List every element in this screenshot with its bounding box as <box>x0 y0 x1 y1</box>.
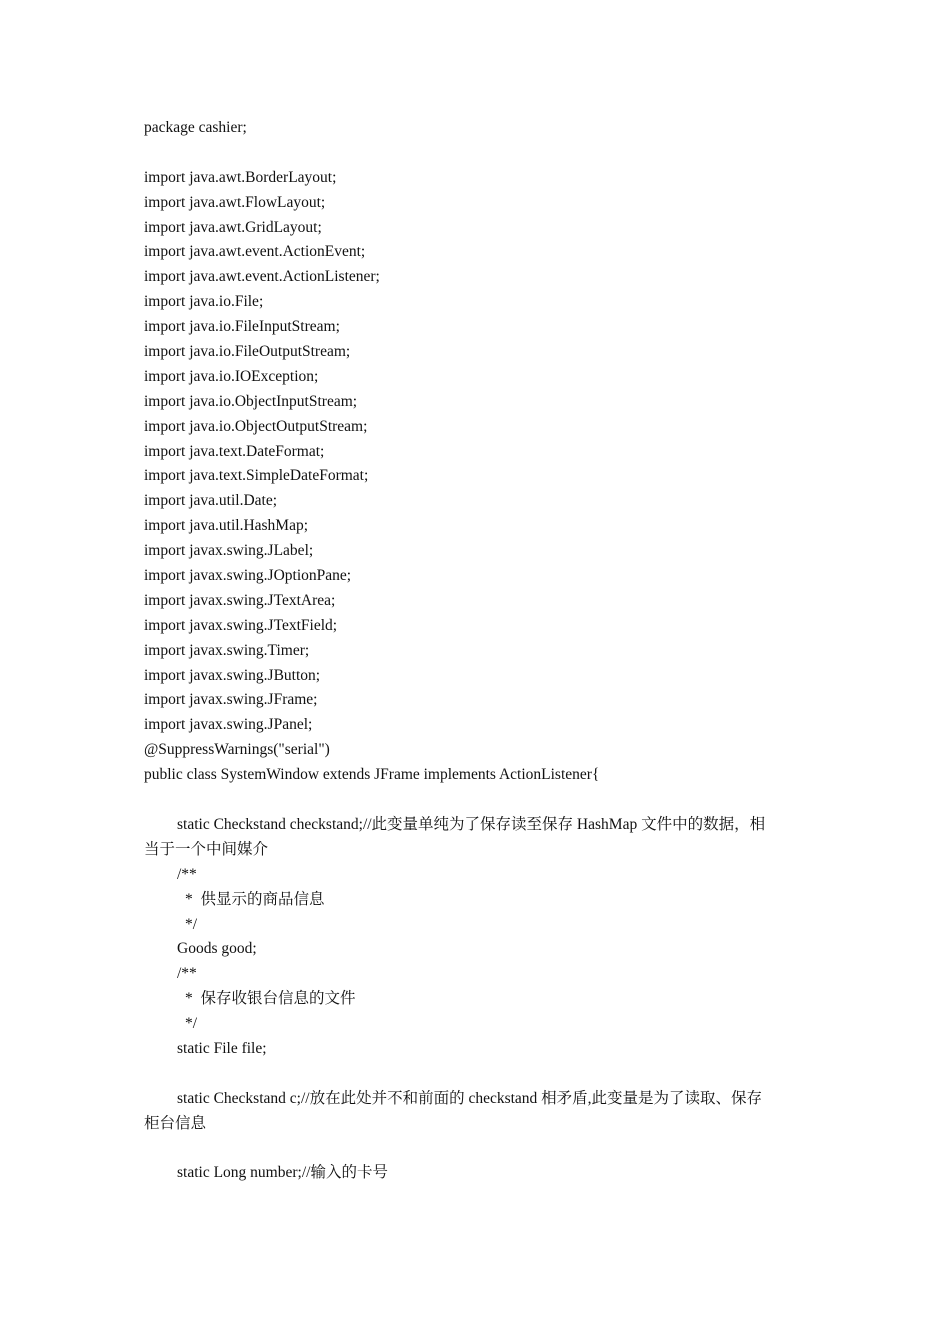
c-field: static Checkstand c;//放在此处并不和前面的 checkstand 相矛盾,此变量是为了读取、保存 <box>177 1089 763 1107</box>
import-line: import java.io.FileOutputStream; <box>144 343 351 361</box>
c-field-continuation: 柜台信息 <box>144 1114 207 1132</box>
import-line: import java.util.Date; <box>144 492 278 510</box>
code-listing <box>144 116 824 1186</box>
annotation-line: @SuppressWarnings("serial") <box>144 741 330 759</box>
file-field: static File file; <box>177 1039 267 1057</box>
import-line: import java.awt.GridLayout; <box>144 218 322 236</box>
import-line: import java.awt.FlowLayout; <box>144 193 326 211</box>
class-declaration: public class SystemWindow extends JFrame implements ActionListener{ <box>144 766 600 784</box>
import-line: import javax.swing.JTextField; <box>144 616 338 634</box>
checkstand-field-continuation: 当于一个中间媒介 <box>144 840 269 858</box>
import-line: import java.io.FileInputStream; <box>144 318 340 336</box>
checkstand-field: static Checkstand checkstand;//此变量单纯为了保存读至保存 HashMap 文件中的数据，相 <box>177 815 766 833</box>
doc-comment-close: */ <box>185 1015 198 1033</box>
import-line: import java.text.SimpleDateFormat; <box>144 467 369 485</box>
import-line: import java.io.ObjectInputStream; <box>144 392 358 410</box>
import-line: import javax.swing.JOptionPane; <box>144 567 352 585</box>
blank-line <box>144 788 824 813</box>
blank-line <box>144 141 824 166</box>
import-line: import javax.swing.JTextArea; <box>144 591 336 609</box>
import-line: import java.io.File; <box>144 293 264 311</box>
import-line: import java.io.IOException; <box>144 367 319 385</box>
import-line: import javax.swing.JPanel; <box>144 716 313 734</box>
import-line: import java.awt.BorderLayout; <box>144 168 337 186</box>
import-line: import javax.swing.JButton; <box>144 666 321 684</box>
number-field: static Long number;//输入的卡号 <box>177 1164 388 1182</box>
doc-comment-open: /** <box>177 865 197 883</box>
import-line: import javax.swing.JFrame; <box>144 691 318 709</box>
package-line: package cashier; <box>144 119 247 136</box>
import-line: import java.util.HashMap; <box>144 517 309 535</box>
doc-comment-close: */ <box>185 915 198 933</box>
goods-field: Goods good; <box>177 940 257 958</box>
import-line: import java.awt.event.ActionListener; <box>144 268 380 286</box>
import-line: import java.text.DateFormat; <box>144 442 325 460</box>
blank-line <box>144 1137 824 1162</box>
import-line: import javax.swing.JLabel; <box>144 542 314 560</box>
doc-comment-body: * 保存收银台信息的文件 <box>185 990 356 1008</box>
blank-line <box>144 1062 824 1087</box>
doc-comment-open: /** <box>177 965 197 983</box>
import-line: import java.io.ObjectOutputStream; <box>144 417 368 435</box>
import-line: import java.awt.event.ActionEvent; <box>144 243 366 261</box>
doc-comment-body: * 供显示的商品信息 <box>185 890 325 908</box>
import-line: import javax.swing.Timer; <box>144 641 310 659</box>
